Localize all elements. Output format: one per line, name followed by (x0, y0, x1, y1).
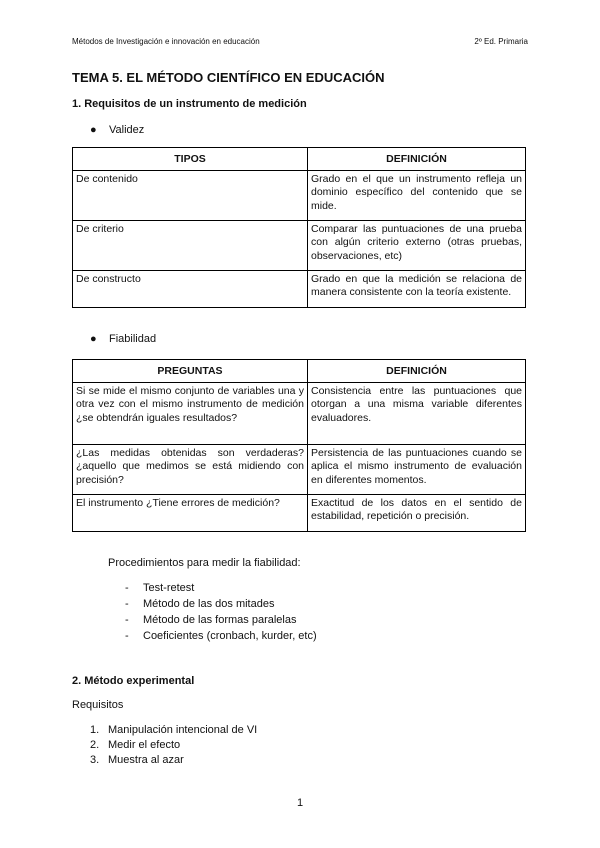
section2-heading: 2. Método experimental (72, 675, 195, 687)
table-row (73, 221, 526, 271)
cell-definicion: Grado en que la medición se relaciona de manera consistente con la teoría existente. (308, 271, 526, 308)
list-item: - Coeficientes (cronbach, kurder, etc) (125, 630, 317, 642)
table-row (73, 495, 526, 532)
cell-definicion: Grado en el que un instrumento refleja un dominio específico del contenido que se mide. (308, 171, 526, 221)
cell-definicion: Consistencia entre las puntuaciones que otorgan a una misma variable diferentes evaluadores. (308, 383, 526, 445)
procedimientos-intro: Procedimientos para medir la fiabilidad: (108, 557, 301, 569)
requisitos-list (90, 723, 257, 768)
bullet-dot-icon: ● (90, 124, 97, 136)
bullet-label: Validez (109, 124, 145, 136)
list-item: - Método de las dos mitades (125, 598, 275, 610)
table-header-row (73, 360, 526, 383)
validez-table (72, 147, 526, 308)
section1-heading: 1. Requisitos de un instrumento de medición (72, 98, 307, 110)
list-item: - Test-retest (125, 582, 195, 594)
cell-tipo: De constructo (73, 271, 308, 308)
col-header-preguntas: PREGUNTAS (73, 360, 308, 383)
cell-definicion: Exactitud de los datos en el sentido de estabilidad, repetición o precisión. (308, 495, 526, 532)
col-header-definicion: DEFINICIÓN (308, 360, 526, 383)
col-header-definicion: DEFINICIÓN (308, 148, 526, 171)
procedimientos-list (125, 580, 317, 644)
table-header-row (73, 148, 526, 171)
table-row (73, 445, 526, 495)
bullet-fiabilidad (90, 333, 156, 345)
cell-pregunta: El instrumento ¿Tiene errores de medición? (73, 495, 308, 532)
fiabilidad-table (72, 359, 526, 532)
table-row (73, 271, 526, 308)
bullet-validez (90, 124, 144, 136)
table-row (73, 383, 526, 445)
requisitos-label: Requisitos (72, 699, 124, 711)
list-item: 2. Medir el efecto (90, 739, 181, 751)
cell-definicion: Comparar las puntuaciones de una prueba con algún criterio externo (otras pruebas, observaciones, etc) (308, 221, 526, 271)
page-title: TEMA 5. EL MÉTODO CIENTÍFICO EN EDUCACIÓN (72, 70, 385, 85)
cell-tipo: De criterio (73, 221, 308, 271)
table-row (73, 171, 526, 221)
header-course: Métodos de Investigación e innovación en educación (72, 37, 260, 46)
list-item: - Método de las formas paralelas (125, 614, 297, 626)
page-number: 1 (296, 797, 304, 809)
bullet-label: Fiabilidad (109, 333, 157, 345)
list-item: 1. Manipulación intencional de VI (90, 724, 258, 736)
header-grade: 2º Ed. Primaria (474, 37, 528, 46)
cell-pregunta: Si se mide el mismo conjunto de variables una y otra vez con el mismo instrumento de medición ¿se obtendrán iguales resultados? (73, 383, 308, 445)
col-header-tipos: TIPOS (73, 148, 308, 171)
cell-tipo: De contenido (73, 171, 308, 221)
bullet-dot-icon: ● (90, 333, 97, 345)
page-header (72, 37, 528, 46)
list-item: 3. Muestra al azar (90, 754, 184, 766)
cell-definicion: Persistencia de las puntuaciones cuando se aplica el mismo instrumento de evaluación en diferentes momentos. (308, 445, 526, 495)
cell-pregunta: ¿Las medidas obtenidas son verdaderas? ¿aquello que medimos se está midiendo con precisión? (73, 445, 308, 495)
